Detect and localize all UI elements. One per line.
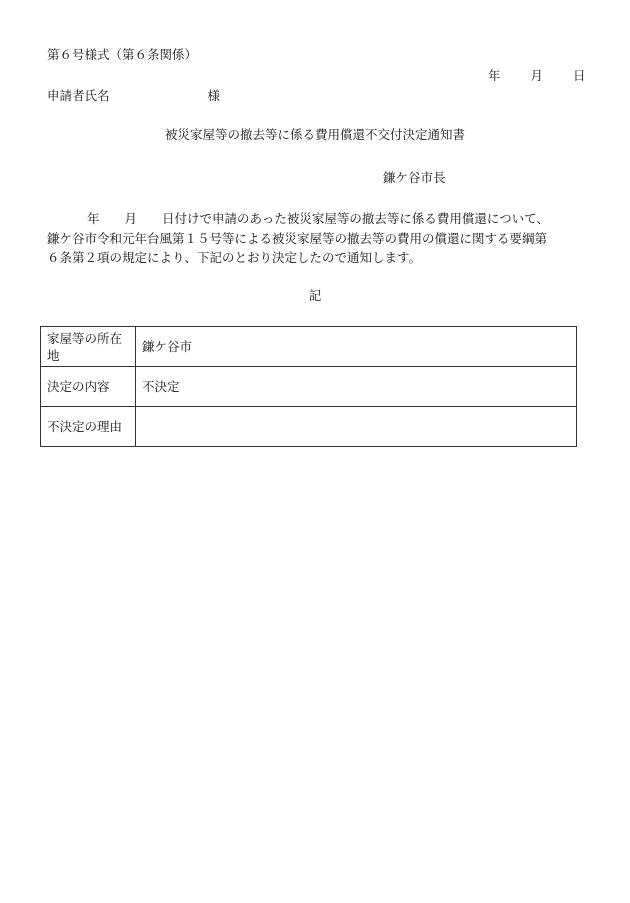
issuer: 鎌ケ谷市長 xyxy=(383,170,446,185)
body-line-2: 鎌ケ谷市令和元年台風第１５号等による被災家屋等の撤去等の費用の償還に関する要綱第 xyxy=(47,230,548,246)
table-row xyxy=(41,367,577,407)
body-line-1: 年 月 日付けで申請のあった被災家屋等の撤去等に係る費用償還について、 xyxy=(87,211,549,226)
date-line xyxy=(488,68,586,84)
decision-content-value: 不決定 xyxy=(136,367,577,407)
date-month-label: 月 xyxy=(530,68,544,83)
body-line-3: ６条第２項の規定により、下記のとおり決定したので通知します。 xyxy=(47,250,422,265)
date-year-label: 年 xyxy=(488,68,501,83)
record-table xyxy=(40,326,577,447)
applicant-name-label: 申請者氏名 xyxy=(47,88,110,103)
table-row xyxy=(41,327,577,367)
date-day-label: 日 xyxy=(573,68,586,83)
form-number: 第６号様式（第６条関係） xyxy=(47,47,198,62)
rejection-reason-label: 不決定の理由 xyxy=(41,407,136,447)
document-title: 被災家屋等の撤去等に係る費用償還不交付決定通知書 xyxy=(164,127,465,142)
ki-heading: 記 xyxy=(308,288,322,303)
table-row xyxy=(41,407,577,447)
property-location-value: 鎌ケ谷市 xyxy=(136,327,577,367)
notice-body xyxy=(47,209,587,268)
applicant-line xyxy=(47,88,220,104)
honorific: 様 xyxy=(207,88,221,103)
decision-content-label: 決定の内容 xyxy=(41,367,136,407)
property-location-label: 家屋等の所在地 xyxy=(41,327,136,367)
rejection-reason-value xyxy=(136,407,577,447)
